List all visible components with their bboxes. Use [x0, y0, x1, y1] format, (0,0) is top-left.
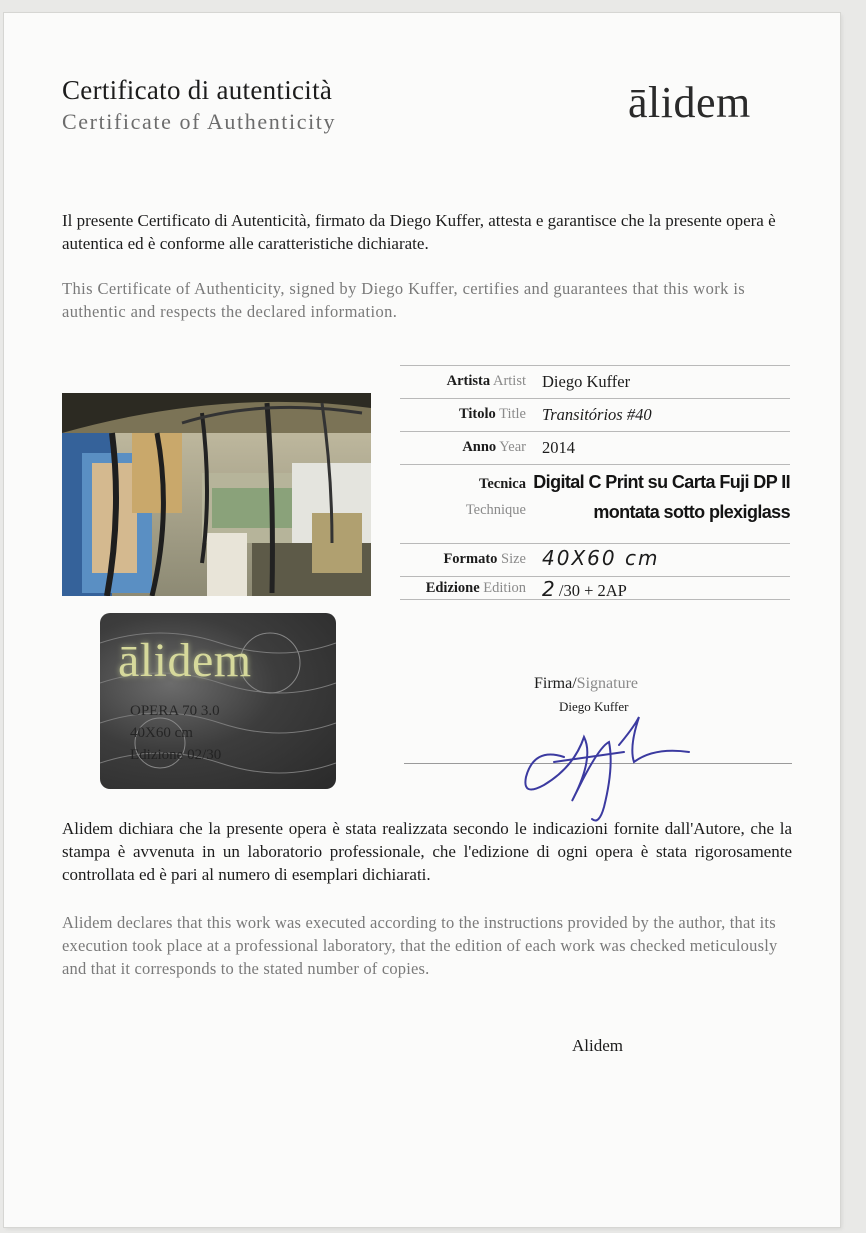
value-technique-line-2: montata sotto plexiglass [593, 502, 790, 522]
value-technique [528, 467, 790, 527]
row-title [400, 398, 790, 431]
value-size: 40X60 cm [542, 546, 660, 570]
signature-name: Diego Kuffer [559, 699, 629, 714]
title-italian: Certificato di autenticità [62, 75, 333, 105]
intro-english: This Certificate of Authenticity, signed by Diego Kuffer, certifies and guarantees that this work is authentic and respects the declared information. [62, 279, 746, 321]
title-english: Certificate of Authenticity [62, 109, 337, 134]
label-technique-it: Tecnica [479, 476, 526, 492]
label-edition-en: Edition [483, 580, 526, 596]
value-year: 2014 [542, 438, 575, 457]
signature-label-it: Firma [534, 675, 573, 692]
hologram-line-3: Edizione 02/30 [130, 747, 222, 763]
row-edition [400, 576, 790, 600]
label-year-en: Year [499, 439, 526, 455]
alidem-logo: ālidem [628, 78, 751, 127]
label-title-it: Titolo [458, 406, 496, 422]
label-size-it: Formato [443, 551, 498, 567]
row-technique [400, 464, 790, 543]
artwork-photo [62, 393, 371, 596]
details-table [400, 365, 790, 600]
value-edition-hand: 2 [542, 577, 555, 601]
footer-signoff: Alidem [572, 1036, 623, 1055]
declaration-italian: Alidem dichiara che la presente opera è stata realizzata secondo le indicazioni fornite dall'Autore, che la stampa è avvenuta in un laboratorio professionale, che l'edizione di ogni opera è stata rigorosamente controllata ed è pari al numero di esemplari dichiarati. [62, 819, 792, 884]
intro-italian: Il presente Certificato di Autenticità, firmato da Diego Kuffer, attesta e garantisce che la presente opera è autentica ed è conforme alle caratteristiche dichiarate. [62, 211, 776, 253]
hologram-logo: ālidem [118, 634, 252, 687]
row-year [400, 431, 790, 464]
value-technique-line-1: Digital C Print su Carta Fuji DP II [533, 472, 790, 492]
label-technique-en: Technique [465, 502, 526, 518]
value-artist: Diego Kuffer [542, 372, 631, 391]
value-title: Transitórios #40 [542, 405, 652, 424]
label-size-en: Size [501, 551, 526, 567]
row-artist [400, 365, 790, 398]
row-size [400, 543, 790, 576]
value-edition [542, 577, 627, 601]
certificate-sheet [4, 13, 840, 1227]
label-year-it: Anno [462, 439, 497, 455]
carousel-image [62, 393, 371, 596]
label-artist-it: Artista [446, 373, 491, 389]
signature-label-en: Signature [576, 675, 638, 692]
label-edition-it: Edizione [425, 580, 480, 596]
hologram-line-2: 40X60 cm [130, 725, 193, 741]
label-title-en: Title [499, 406, 526, 422]
label-artist-en: Artist [492, 373, 526, 389]
value-edition-printed: /30 + 2AP [558, 581, 627, 600]
hologram-line-1: OPERA 70 3.0 [130, 703, 220, 719]
signature-heading: Firma/Signature [534, 675, 638, 692]
handwritten-signature [514, 707, 704, 827]
hologram-sticker [100, 613, 336, 789]
declaration-english: Alidem declares that this work was executed according to the instructions provided by the author, that its execution took place at a professional laboratory, that the edition of each work was checked meticulously and that it corresponds to the stated number of copies. [62, 913, 778, 978]
